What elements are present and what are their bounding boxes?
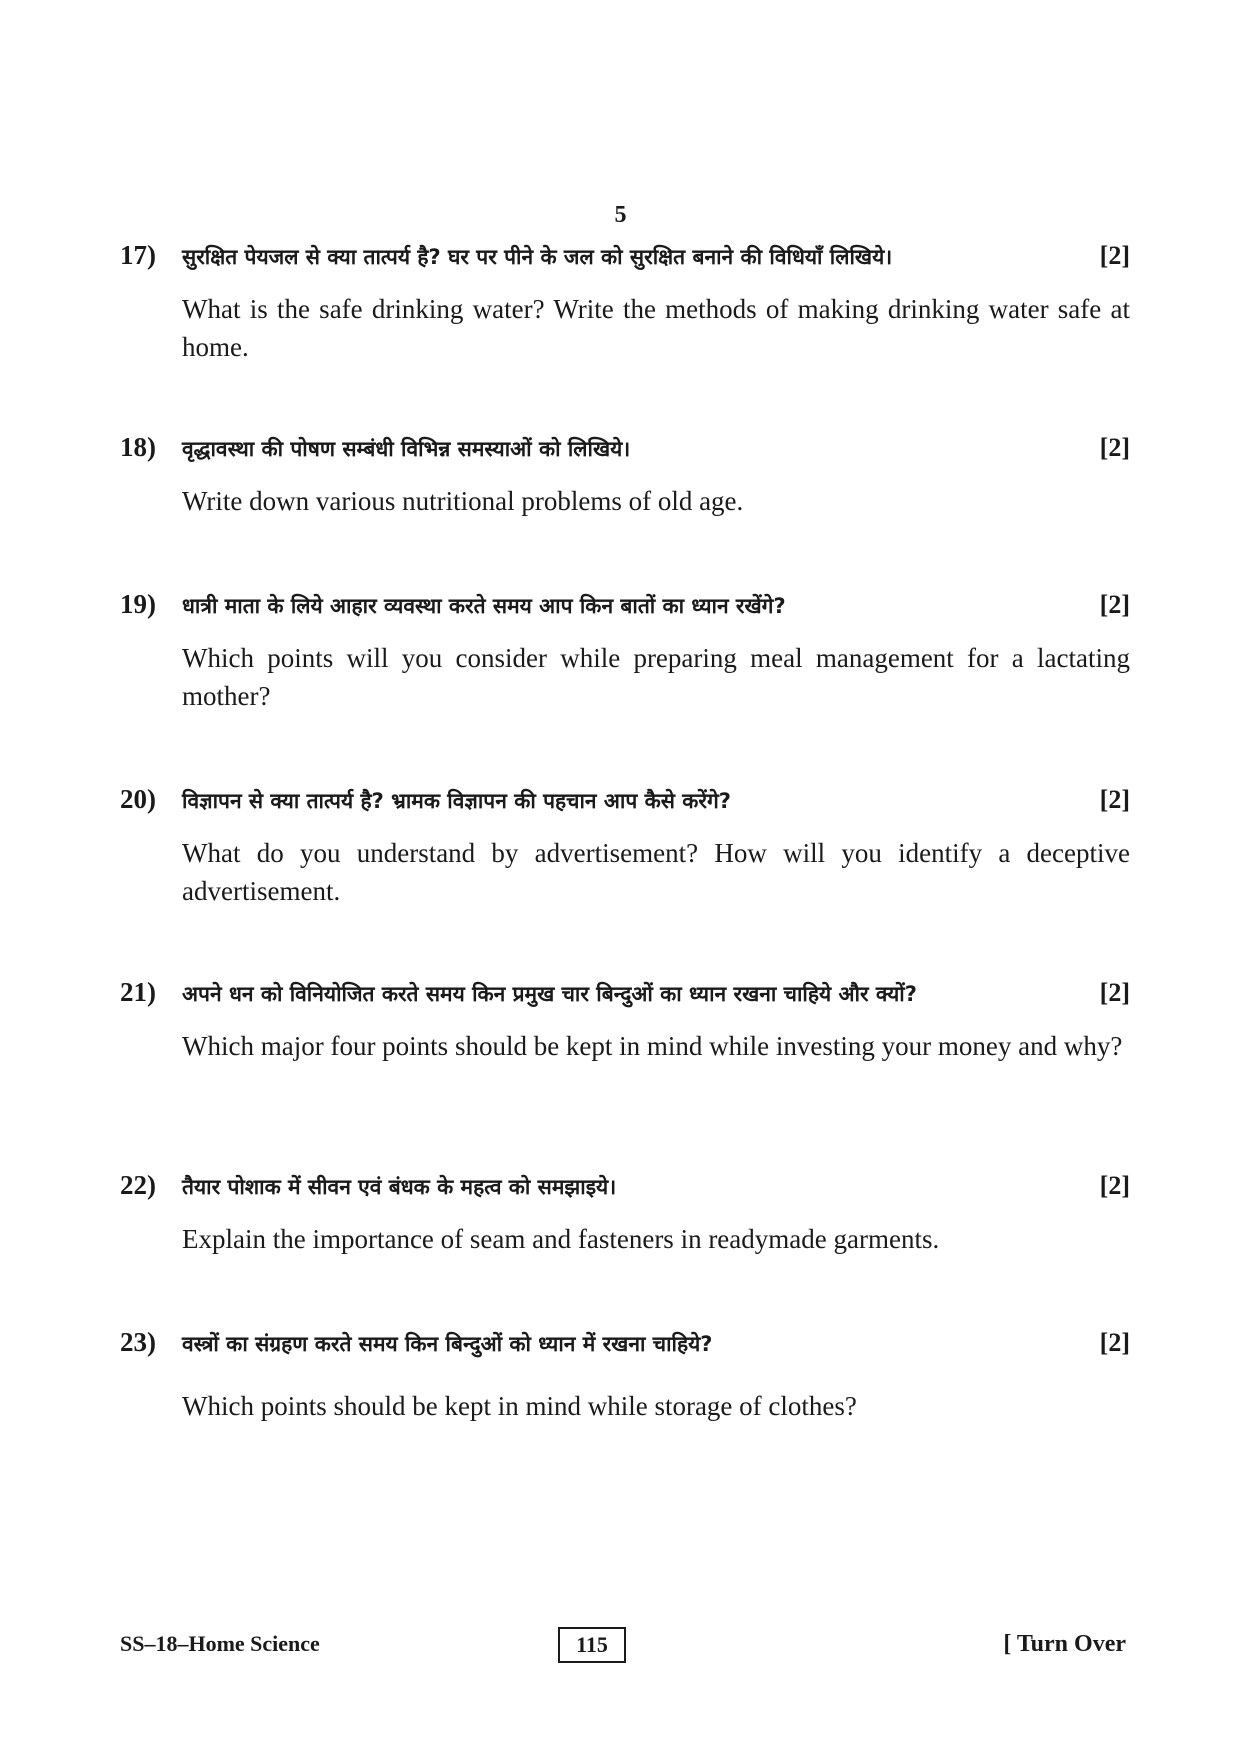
- question-number: 20): [120, 784, 156, 814]
- question-hindi: अपने धन को विनियोजित करते समय किन प्रमुख चार बिन्दुओं का ध्यान रखना चाहिये और क्यों?: [182, 982, 917, 1006]
- question-hindi: वस्त्रों का संग्रहण करते समय किन बिन्दुओं को ध्यान में रखना चाहिये?: [182, 1332, 713, 1356]
- question-marks: [2]: [1099, 785, 1130, 814]
- question-english: What do you understand by advertisement? How will you identify a deceptive advertisement.: [182, 838, 1130, 906]
- question-17: [120, 238, 1130, 366]
- page-number: 5: [614, 202, 627, 228]
- question-hindi: सुरक्षित पेयजल से क्या तात्पर्य है? घर पर पीने के जल को सुरक्षित बनाने की विधियाँ लिखिये।: [182, 245, 893, 269]
- question-marks: [2]: [1099, 1328, 1130, 1357]
- question-18: [120, 430, 1130, 520]
- question-english: Which points will you consider while preparing meal management for a lactating mother?: [182, 643, 1130, 711]
- turn-over-label: [ Turn Over: [1003, 1631, 1126, 1657]
- question-number: 22): [120, 1170, 156, 1200]
- question-23: [120, 1325, 1130, 1425]
- question-marks: [2]: [1099, 978, 1130, 1007]
- question-number: 23): [120, 1327, 156, 1357]
- question-marks: [2]: [1099, 241, 1130, 270]
- question-english: Explain the importance of seam and fasteners in readymade garments.: [182, 1224, 940, 1254]
- question-english: Write down various nutritional problems of old age.: [182, 486, 744, 516]
- page-box: 115: [558, 1627, 626, 1663]
- question-number: 17): [120, 240, 156, 270]
- question-hindi: वृद्धावस्था की पोषण सम्बंधी विभिन्न समस्याओं को लिखिये।: [182, 437, 631, 461]
- question-number: 19): [120, 589, 156, 619]
- question-marks: [2]: [1099, 1171, 1130, 1200]
- page-footer: [120, 1627, 1130, 1667]
- question-english: What is the safe drinking water? Write the methods of making drinking water safe at home.: [182, 294, 1130, 362]
- question-english: Which points should be kept in mind while storage of clothes?: [182, 1391, 857, 1421]
- question-number: 21): [120, 977, 156, 1007]
- question-hindi: विज्ञापन से क्या तात्पर्य है? भ्रामक विज्ञापन की पहचान आप कैसे करेंगे?: [182, 789, 731, 813]
- question-marks: [2]: [1099, 590, 1130, 619]
- question-20: [120, 782, 1130, 910]
- paper-code: SS–18–Home Science: [120, 1631, 320, 1656]
- question-hindi: धात्री माता के लिये आहार व्यवस्था करते समय आप किन बातों का ध्यान रखेंगे?: [182, 594, 786, 618]
- question-21: [120, 975, 1130, 1065]
- question-22: [120, 1168, 1130, 1258]
- question-number: 18): [120, 432, 156, 462]
- question-19: [120, 587, 1130, 715]
- question-marks: [2]: [1099, 433, 1130, 462]
- question-english: Which major four points should be kept in mind while investing your money and why?: [182, 1031, 1123, 1061]
- question-hindi: तैयार पोशाक में सीवन एवं बंधक के महत्व को समझाइये।: [182, 1175, 617, 1199]
